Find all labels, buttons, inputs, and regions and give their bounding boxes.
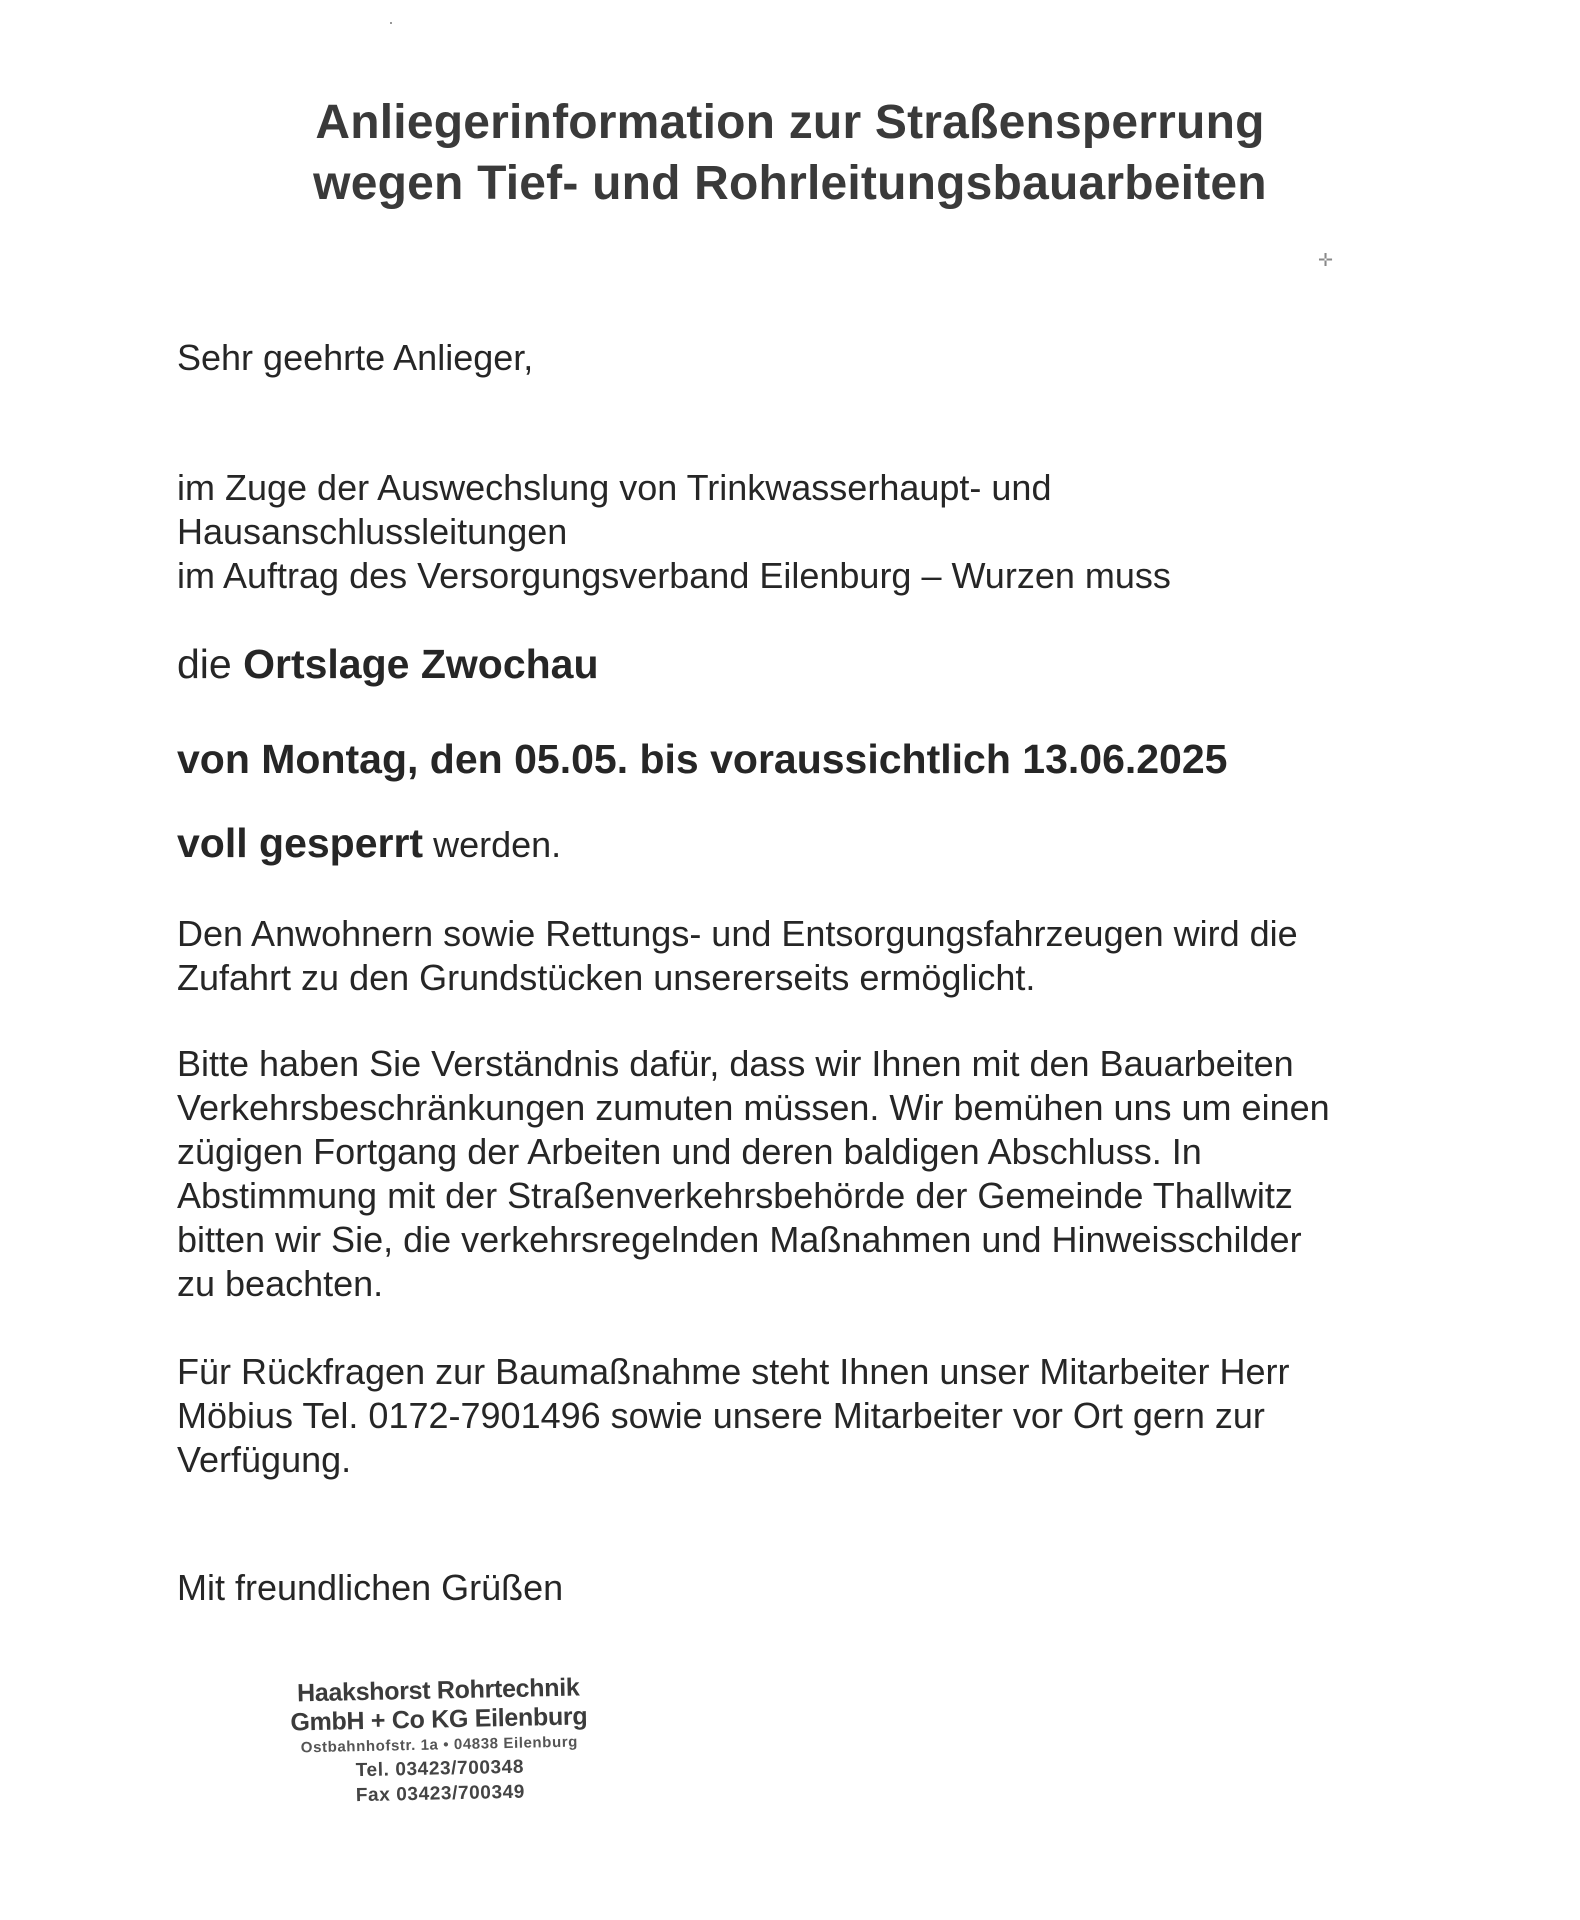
closure-period: von Montag, den 05.05. bis voraussichtlich 13.06.2025 (177, 736, 1228, 782)
scan-speck: · (388, 12, 394, 32)
stamp-fax: Fax 03423/700349 (355, 1781, 526, 1807)
letter-title (180, 92, 1400, 214)
contact-line: Möbius Tel. 0172-7901496 sowie unsere Mitarbeiter vor Ort gern zur (177, 1395, 1265, 1436)
closure-rest: werden. (423, 824, 562, 865)
intro-line: Hausanschlussleitungen (177, 511, 568, 552)
closure-line (177, 821, 561, 867)
stamp-address: Ostbahnhofstr. 1a • 04838 Eilenburg (300, 1733, 579, 1757)
stamp-company-name: Haakshorst Rohrtechnik (296, 1673, 580, 1708)
location-prefix: die (177, 641, 244, 687)
contact-line: Für Rückfragen zur Baumaßnahme steht Ihnen unser Mitarbeiter Herr (177, 1351, 1290, 1392)
company-stamp (268, 1673, 611, 1810)
contact-paragraph (177, 1350, 1289, 1482)
access-line: Den Anwohnern sowie Rettungs- und Entsorgungsfahrzeugen wird die (177, 913, 1298, 954)
intro-line: im Zuge der Auswechslung von Trinkwasserhaupt- und (177, 467, 1052, 508)
salutation: Sehr geehrte Anlieger, (177, 337, 534, 378)
intro-line: im Auftrag des Versorgungsverband Eilenburg – Wurzen muss (177, 555, 1171, 596)
access-line: Zufahrt zu den Grundstücken unsererseits ermöglicht. (177, 957, 1036, 998)
contact-line: Verfügung. (177, 1439, 352, 1480)
access-paragraph (177, 912, 1298, 1000)
understanding-line: Abstimmung mit der Straßenverkehrsbehörde der Gemeinde Thallwitz (177, 1175, 1293, 1216)
closing-greeting: Mit freundlichen Grüßen (177, 1567, 564, 1608)
title-line: Anliegerinformation zur Straßensperrung (315, 96, 1265, 149)
stamp-company-form: GmbH + Co KG Eilenburg (290, 1702, 588, 1737)
understanding-line: zügigen Fortgang der Arbeiten und deren baldigen Abschluss. In (177, 1131, 1202, 1172)
understanding-paragraph (177, 1042, 1330, 1306)
location-name: Ortslage Zwochau (243, 641, 599, 687)
location-line (177, 642, 599, 686)
intro-paragraph (177, 466, 1171, 598)
closure-emphasis: voll gesperrt (177, 820, 424, 866)
title-line: wegen Tief- und Rohrleitungsbauarbeiten (313, 157, 1267, 210)
stamp-phone: Tel. 03423/700348 (355, 1756, 525, 1782)
understanding-line: zu beachten. (177, 1263, 384, 1304)
understanding-line: bitten wir Sie, die verkehrsregelnden Maßnahmen und Hinweisschilder (177, 1219, 1302, 1260)
understanding-line: Verkehrsbeschränkungen zumuten müssen. Wir bemühen uns um einen (177, 1087, 1330, 1128)
understanding-line: Bitte haben Sie Verständnis dafür, dass wir Ihnen mit den Bauarbeiten (177, 1043, 1294, 1084)
crosshair-mark-icon: ✛ (1318, 250, 1334, 270)
